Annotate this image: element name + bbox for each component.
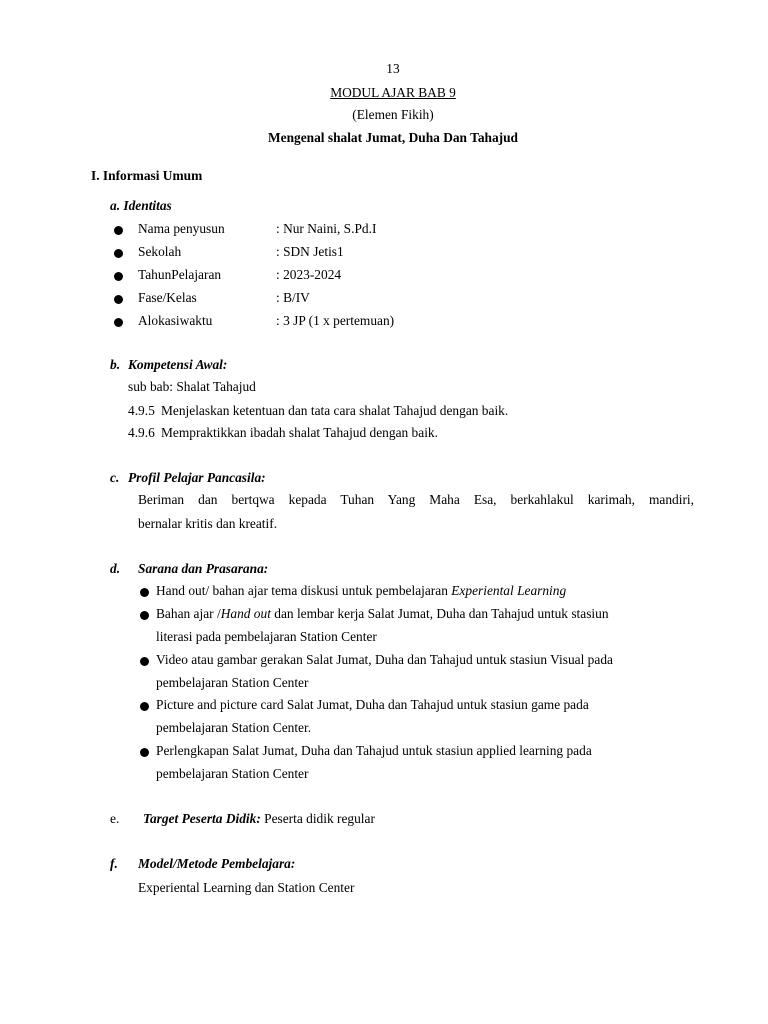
identitas-heading: a. Identitas [110, 198, 172, 213]
sarana-item-text-part: Bahan ajar / [156, 606, 221, 621]
bullet-icon [114, 226, 123, 235]
target-heading: Target Peserta Didik: [143, 811, 261, 826]
section-title: I. Informasi Umum [91, 168, 203, 183]
kompetensi-text: Menjelaskan ketentuan dan tata cara shalat Tahajud dengan baik. [161, 403, 509, 418]
identitas-key: Sekolah [138, 244, 182, 259]
lesson-title: Mengenal shalat Jumat, Duha Dan Tahajud [267, 130, 519, 145]
bullet-icon [140, 657, 149, 666]
sarana-item-text-italic: Experiental Learning [451, 583, 567, 598]
kompetensi-subbab: sub bab: Shalat Tahajud [128, 379, 256, 394]
sarana-item-text: Picture and picture card Salat Jumat, Duha dan Tahajud untuk stasiun game pada [156, 697, 589, 712]
sarana-item-text [156, 583, 566, 599]
identitas-value: : B/IV [276, 290, 310, 305]
sarana-item-text: Perlengkapan Salat Jumat, Duha dan Tahajud untuk stasiun applied learning pada [156, 743, 592, 758]
profil-text-line1: Beriman dan bertqwa kepada Tuhan Yang Maha Esa, berkahlakul karimah, mandiri, [138, 492, 694, 507]
bullet-icon [140, 611, 149, 620]
sarana-item-text-cont: pembelajaran Station Center [156, 675, 309, 690]
identitas-value: : 2023-2024 [276, 267, 342, 282]
target-value: Peserta didik regular [260, 811, 375, 826]
bullet-icon [114, 272, 123, 281]
sarana-item-text-cont: pembelajaran Station Center [156, 766, 309, 781]
element-subtitle: (Elemen Fikih) [352, 107, 434, 122]
identitas-key: TahunPelajaran [138, 267, 222, 282]
page-number: 13 [386, 61, 400, 76]
identitas-key: Alokasiwaktu [138, 313, 213, 328]
profil-heading: Profil Pelajar Pancasila: [128, 470, 266, 485]
bullet-icon [140, 748, 149, 757]
target-letter: e. [110, 811, 120, 826]
sarana-item-text-part: dan lembar kerja Salat Jumat, Duha dan Tahajud untuk stasiun [270, 606, 609, 621]
sarana-item-text-part: Hand out/ bahan ajar tema diskusi untuk pembelajaran [156, 583, 452, 598]
kompetensi-letter: b. [110, 357, 121, 372]
sarana-heading: Sarana dan Prasarana: [138, 561, 269, 576]
profil-letter: c. [110, 470, 120, 485]
model-letter: f. [110, 856, 118, 871]
kompetensi-number: 4.9.5 [128, 403, 155, 418]
bullet-icon [114, 249, 123, 258]
kompetensi-heading: Kompetensi Awal: [128, 357, 228, 372]
kompetensi-text: Mempraktikkan ibadah shalat Tahajud dengan baik. [161, 425, 438, 440]
sarana-item-text: Video atau gambar gerakan Salat Jumat, Duha dan Tahajud untuk stasiun Visual pada [156, 652, 613, 667]
model-value: Experiental Learning dan Station Center [138, 880, 355, 895]
identitas-value: : 3 JP (1 x pertemuan) [276, 313, 395, 328]
identitas-key: Nama penyusun [138, 221, 225, 236]
identitas-key: Fase/Kelas [138, 290, 197, 305]
module-title-text: MODUL AJAR BAB 9 [330, 85, 456, 100]
sarana-item-text-cont: literasi pada pembelajaran Station Center [156, 629, 377, 644]
bullet-icon [140, 702, 149, 711]
model-heading: Model/Metode Pembelajara: [138, 856, 296, 871]
sarana-item-text-italic: Hand out [220, 606, 271, 621]
module-title [0, 85, 768, 101]
identitas-value: : SDN Jetis1 [276, 244, 344, 259]
sarana-item-text [156, 606, 609, 622]
sarana-item-text-cont: pembelajaran Station Center. [156, 720, 312, 735]
bullet-icon [114, 295, 123, 304]
target-line [143, 811, 375, 827]
identitas-value: : Nur Naini, S.Pd.I [276, 221, 377, 236]
profil-text-line2: bernalar kritis dan kreatif. [138, 516, 278, 531]
bullet-icon [114, 318, 123, 327]
kompetensi-number: 4.9.6 [128, 425, 155, 440]
bullet-icon [140, 588, 149, 597]
sarana-letter: d. [110, 561, 121, 576]
